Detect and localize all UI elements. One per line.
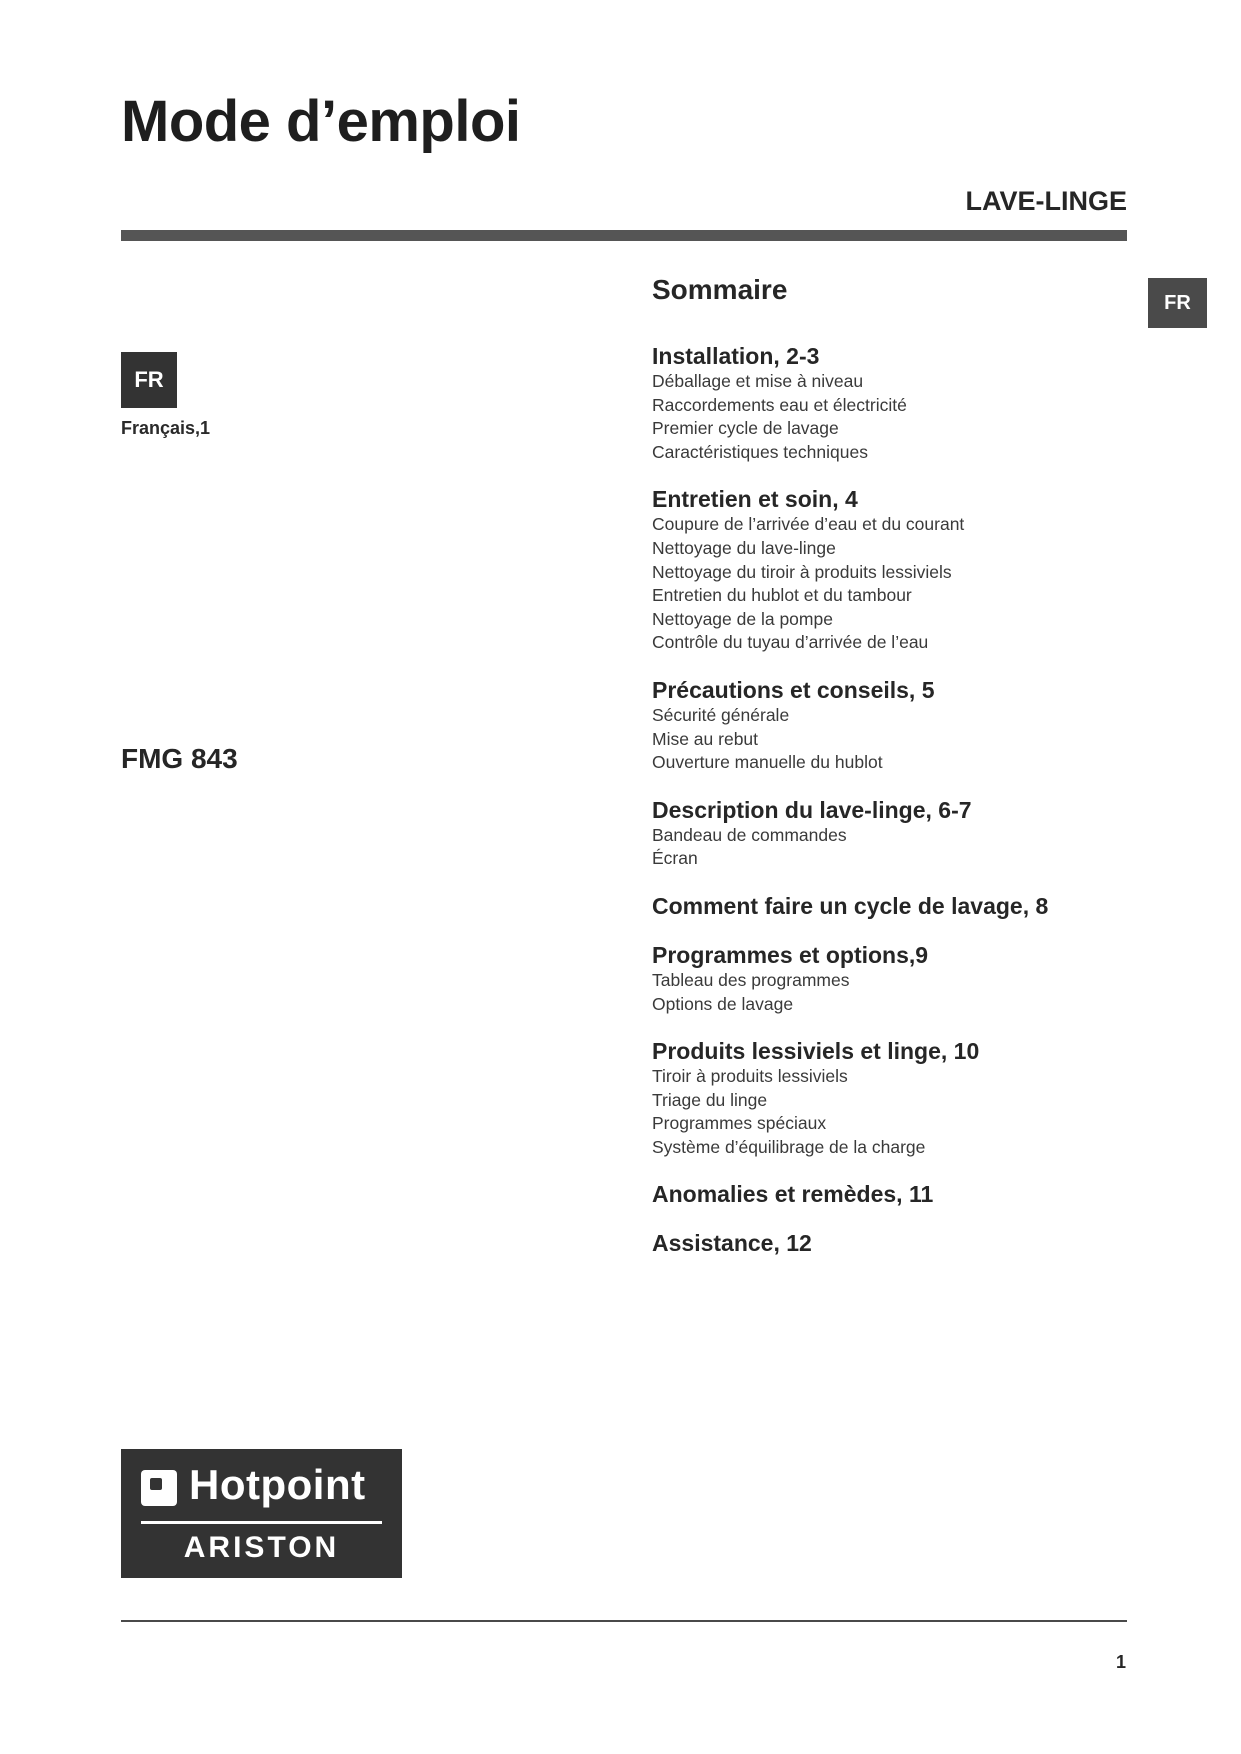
toc-section-assistance	[652, 1229, 1132, 1257]
toc-item: Mise au rebut	[652, 728, 759, 749]
toc-item: Entretien du hublot et du tambour	[652, 585, 912, 606]
toc-item: Nettoyage du tiroir à produits lessiviels	[652, 561, 952, 582]
toc-item: Sécurité générale	[652, 704, 790, 725]
logo-mark-icon	[141, 1470, 177, 1506]
language-badge: FR	[121, 352, 177, 408]
toc-item: Contrôle du tuyau d’arrivée de l’eau	[652, 632, 929, 653]
toc-section-title: Entretien et soin, 4	[652, 486, 858, 513]
toc-item: Système d’équilibrage de la charge	[652, 1136, 926, 1157]
toc-section-installation	[652, 342, 1132, 464]
toc-section-title: Programmes et options,9	[652, 941, 929, 968]
toc-item: Coupure de l’arrivée d’eau et du courant	[652, 514, 965, 535]
toc-section-title: Description du lave-linge, 6-7	[652, 796, 972, 823]
language-caption: Français,1	[121, 418, 211, 438]
toc-item: Tableau des programmes	[652, 969, 850, 990]
toc-section-title: Anomalies et remèdes, 11	[652, 1181, 934, 1208]
table-of-contents	[652, 272, 1132, 1278]
language-side-tab: FR	[1148, 278, 1207, 328]
logo-divider	[141, 1521, 382, 1524]
page-title: Mode d’emploi	[121, 89, 521, 154]
toc-section-title: Précautions et conseils, 5	[652, 676, 935, 703]
toc-section-anomalies	[652, 1180, 1132, 1208]
toc-item: Caractéristiques techniques	[652, 441, 868, 462]
toc-section-title: Assistance, 12	[652, 1230, 812, 1257]
logo-sub-text: ARISTON	[183, 1531, 340, 1564]
model-number: FMG 843	[121, 743, 238, 774]
toc-item: Écran	[652, 848, 698, 869]
product-type-label: LAVE-LINGE	[965, 186, 1127, 216]
toc-item: Bandeau de commandes	[652, 824, 847, 845]
toc-section-produits	[652, 1037, 1132, 1159]
toc-item: Déballage et mise à niveau	[652, 371, 864, 391]
toc-section-programmes	[652, 941, 1132, 1016]
toc-item: Options de lavage	[652, 993, 794, 1014]
toc-section-precautions	[652, 676, 1132, 775]
toc-section-cycle	[652, 892, 1132, 920]
toc-item: Tiroir à produits lessiviels	[652, 1066, 848, 1087]
footer-divider	[121, 1620, 1127, 1622]
toc-item: Triage du linge	[652, 1089, 768, 1110]
toc-section-entretien	[652, 485, 1132, 655]
hotpoint-ariston-logo	[121, 1449, 402, 1578]
toc-item: Premier cycle de lavage	[652, 418, 839, 439]
toc-heading: Sommaire	[652, 274, 788, 305]
toc-section-description	[652, 796, 1132, 871]
header-divider	[121, 230, 1127, 241]
page-number: 1	[1115, 1652, 1126, 1672]
toc-section-title: Installation, 2-3	[652, 343, 820, 369]
logo-brand-text: Hotpoint	[189, 1461, 366, 1508]
toc-section-title: Produits lessiviels et linge, 10	[652, 1038, 980, 1065]
toc-item: Ouverture manuelle du hublot	[652, 752, 883, 773]
toc-item: Nettoyage du lave-linge	[652, 537, 836, 558]
toc-item: Nettoyage de la pompe	[652, 608, 833, 629]
toc-item: Programmes spéciaux	[652, 1113, 827, 1134]
toc-section-title: Comment faire un cycle de lavage, 8	[652, 892, 1049, 919]
toc-item: Raccordements eau et électricité	[652, 394, 907, 415]
